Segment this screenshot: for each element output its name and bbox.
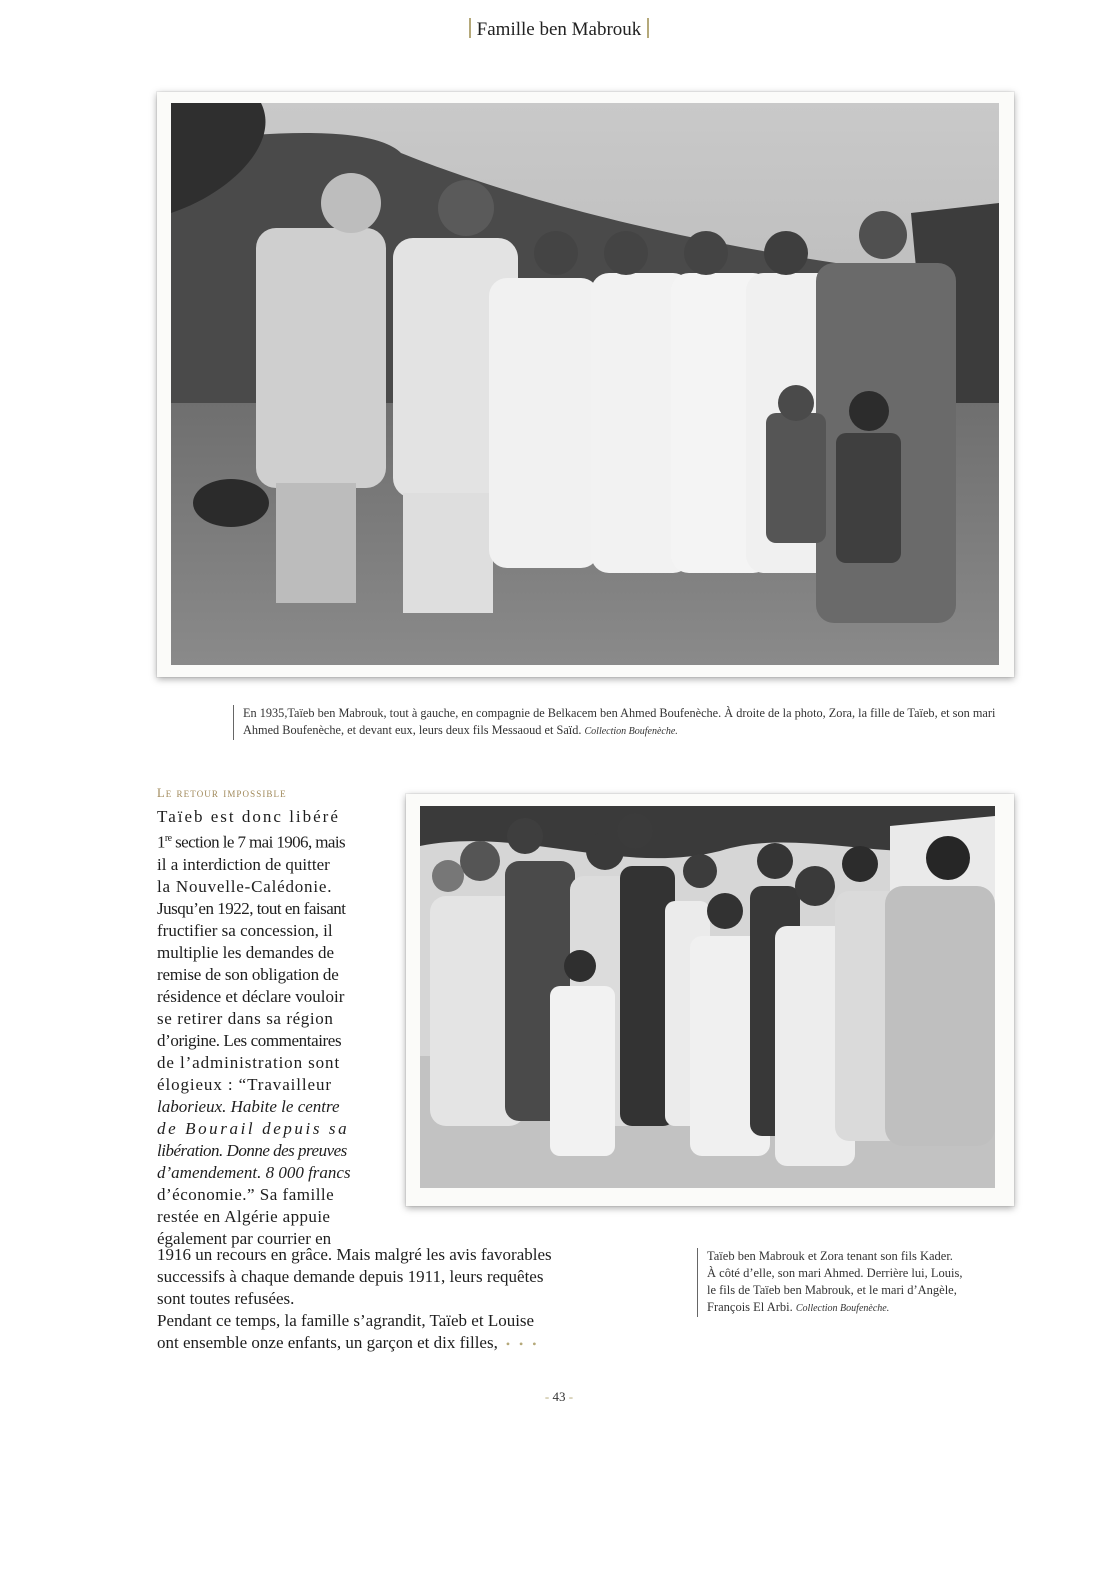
page-number	[0, 1389, 1118, 1405]
body-line: remise de son obligation de	[157, 964, 339, 984]
body-line-text: ont ensemble onze enfants, un garçon et dix filles,	[157, 1333, 498, 1352]
body-line: Jusqu’en 1922, tout en faisant	[157, 898, 346, 918]
photo-2-caption-line: le fils de Taïeb ben Mabrouk, et le mari d’Angèle,	[707, 1283, 957, 1297]
photo-2-caption	[697, 1248, 1017, 1317]
folio-dash-left: -	[544, 1389, 553, 1404]
page-number-text: 43	[552, 1389, 566, 1404]
body-line: élogieux : “Travailleur	[157, 1074, 332, 1094]
body-line: d’amendement. 8 000 francs	[157, 1162, 351, 1182]
photo-1-caption-text: En 1935,Taïeb ben Mabrouk, tout à gauche, en compagnie de Belkacem ben Ahmed Boufenèche. À droite de la photo, Zora, la fille de Taïeb, et son mari Ahmed Boufenèche, et devant eux, leurs deux fils Messaoud et Saïd.	[243, 706, 996, 737]
family-photo-1935	[171, 103, 999, 665]
family-photo-1935-image	[171, 103, 999, 665]
continuation-dots: • • •	[505, 1337, 540, 1351]
body-line: laborieux. Habite le centre	[157, 1096, 340, 1116]
folio-dash-right: -	[565, 1389, 574, 1404]
body-line: Taïeb est donc libéré	[157, 807, 340, 826]
body-line: il a interdiction de quitter	[157, 854, 330, 874]
body-line: d’origine. Les commentaires	[157, 1030, 342, 1050]
body-line: d’économie.” Sa famille	[157, 1184, 335, 1204]
ordinal-superscript: re	[164, 833, 172, 844]
running-head-rule-right	[647, 18, 649, 38]
body-line-last	[157, 1332, 577, 1355]
body-line: Pendant ce temps, la famille s’agrandit, Taïeb et Louise	[157, 1311, 535, 1330]
photo-2-caption-line: À côté d’elle, son mari Ahmed. Derrière lui, Louis,	[707, 1266, 963, 1280]
photo-2-caption-line: Taïeb ben Mabrouk et Zora tenant son fils Kader.	[707, 1249, 953, 1263]
running-head	[0, 18, 1118, 41]
body-column	[157, 806, 357, 1250]
body-line: multiplie les demandes de	[157, 942, 335, 962]
photo-2-caption-line: François El Arbi.	[707, 1300, 793, 1314]
family-photo-group	[420, 806, 995, 1188]
body-line: fructifier sa concession, il	[157, 920, 333, 940]
body-line: 1re section le 7 mai 1906, mais	[157, 832, 345, 852]
section-title: Le retour impossible	[157, 786, 287, 800]
body-line: de l’administration sont	[157, 1052, 341, 1072]
body-line: libération. Donne des preuves	[157, 1140, 347, 1160]
body-line: également par courrier en	[157, 1228, 332, 1248]
body-line: la Nouvelle-Calédonie.	[157, 876, 333, 896]
body-line: de Bourail depuis sa	[157, 1118, 350, 1138]
body-line: sont toutes refusées.	[157, 1289, 295, 1308]
running-head-rule-left	[469, 18, 471, 38]
photo-2-caption-last-line	[707, 1299, 1017, 1317]
body-line: se retirer dans sa région	[157, 1008, 334, 1028]
body-line: restée en Algérie appuie	[157, 1206, 331, 1226]
photo-1-credit: Collection Boufenèche.	[584, 726, 678, 737]
family-photo-group-image	[420, 806, 995, 1188]
body-line: résidence et déclare vouloir	[157, 986, 345, 1006]
running-head-title: Famille ben Mabrouk	[476, 19, 642, 40]
body-line: successifs à chaque demande depuis 1911, leurs requêtes	[157, 1267, 544, 1286]
body-wide	[157, 1244, 577, 1355]
body-line: 1916 un recours en grâce. Mais malgré les avis favorables	[157, 1245, 552, 1264]
photo-2-credit: Collection Boufenèche.	[795, 1303, 890, 1314]
photo-1-caption	[233, 705, 1018, 740]
